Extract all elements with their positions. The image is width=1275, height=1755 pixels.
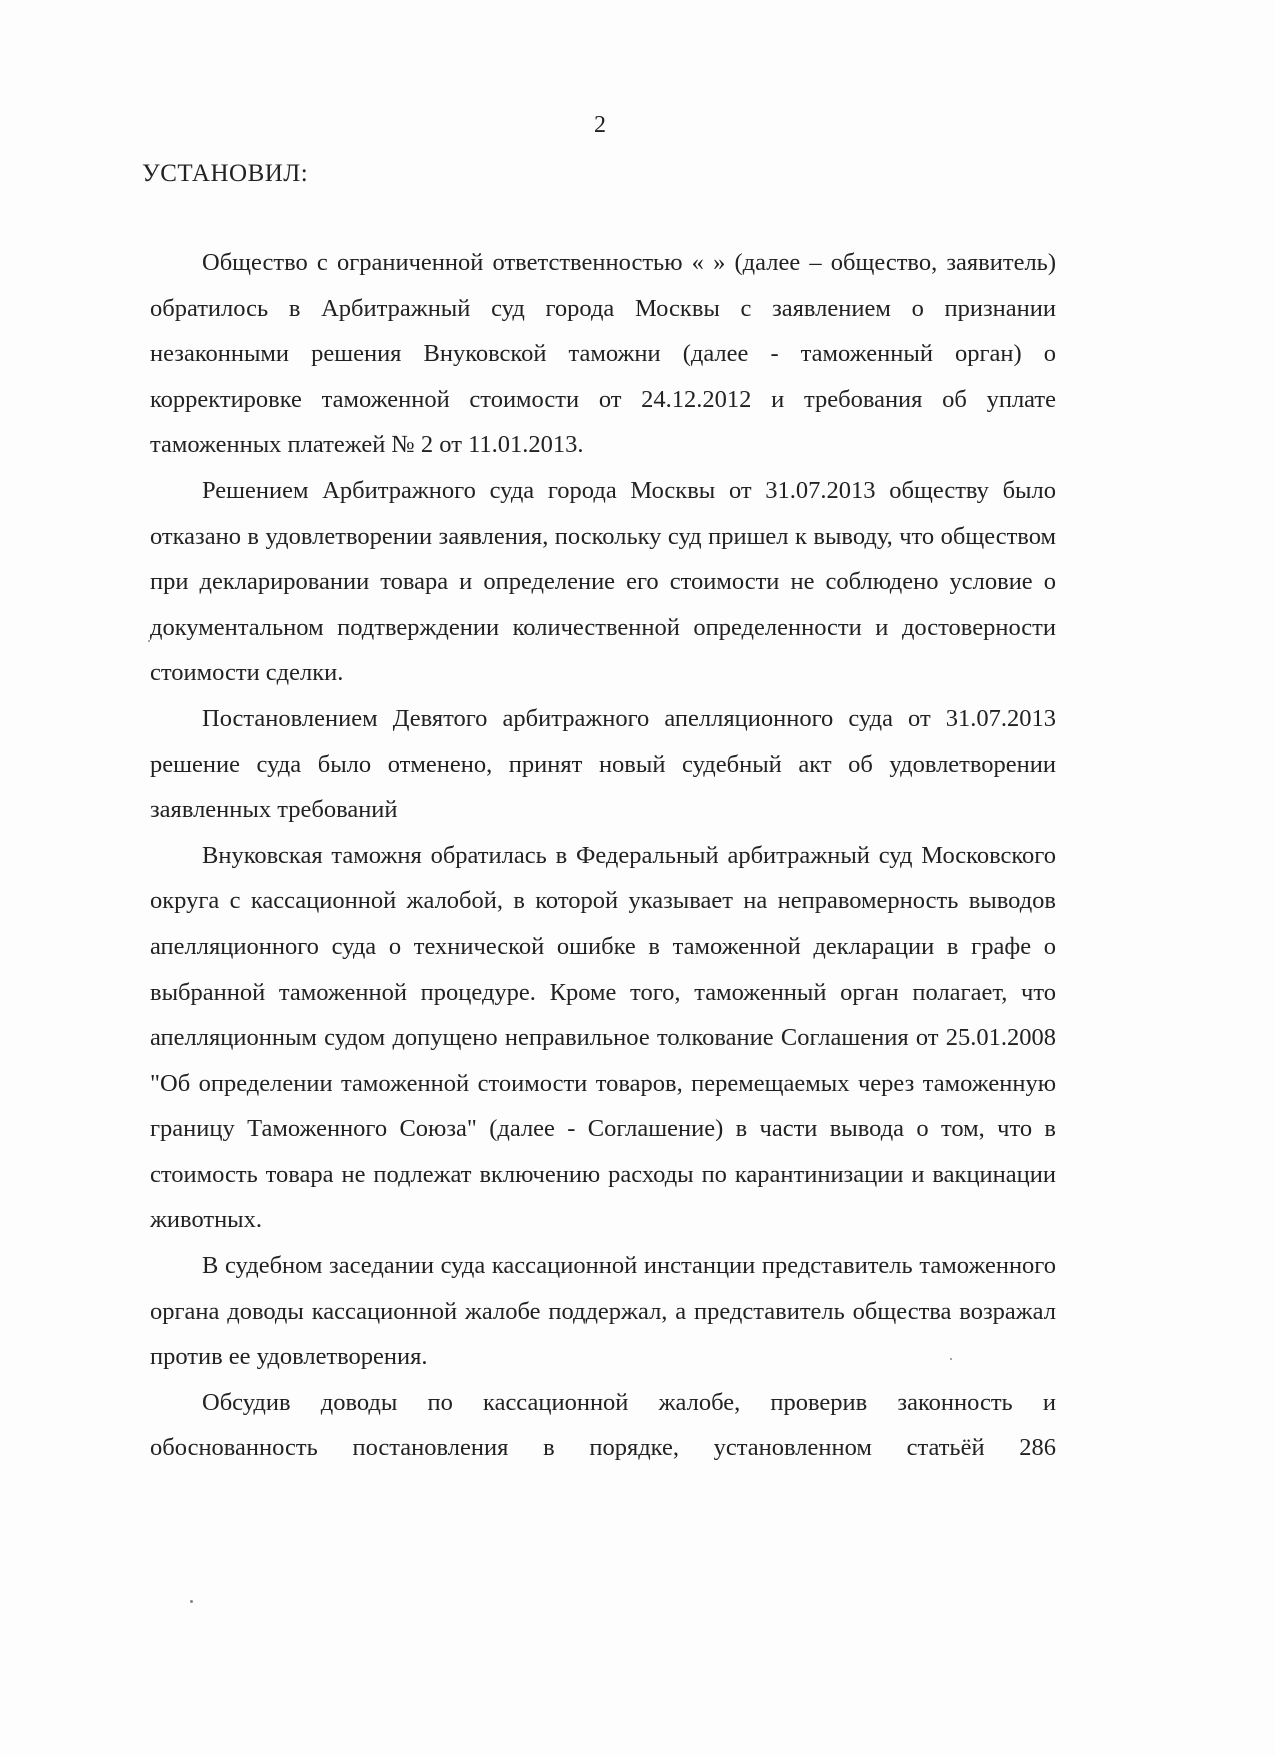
paragraph-cassation-complaint: Внуковская таможня обратилась в Федеральный арбитражный суд Московского округа с кассационной жалобой, в которой указывает на неправомерность выводов апелляционного суда о технической ошибке в таможенной декларации в графе о выбранной таможенной процедуре. Кроме того, таможенный орган полагает, что апелляционным судом допущено неправильное толкование Соглашения от 25.01.2008 "Об определении таможенной стоимости товаров, перемещаемых через таможенную границу Таможенного Союза" (далее - Соглашение) в части вывода о том, что в стоимость товара не подлежат включению расходы по карантинизации и вакцинации животных. <box>150 841 1056 1234</box>
paragraph-review: Обсудив доводы по кассационной жалобе, проверив законность и обоснованность постановления в порядке, установленном статьёй 286 <box>150 1388 1056 1462</box>
paragraph-first-instance-decision: Решением Арбитражного суда города Москвы от 31.07.2013 обществу было отказано в удовлетворении заявления, поскольку суд пришел к выводу, что обществом при декларировании товара и определение его стоимости не соблюдено условие о документальном подтверждении количественной определенности и достоверности стоимости сделки. <box>150 476 1056 687</box>
section-heading: УСТАНОВИЛ: <box>142 160 309 187</box>
scan-speck <box>190 1600 193 1603</box>
paragraph-claim: Общество с ограниченной ответственностью « » (далее – общество, заявитель) обратилось в Арбитражный суд города Москвы с заявлением о признании незаконными решения Внуковской таможни (далее - таможенный орган) о корректировке таможенной стоимости от 24.12.2012 и требования об уплате таможенных платежей № 2 от 11.01.2013. <box>150 249 1056 459</box>
scan-speck <box>148 640 150 642</box>
paragraph-appeal-ruling: Постановлением Девятого арбитражного апелляционного суда от 31.07.2013 решение суда было отменено, принят новый судебный акт об удовлетворении заявленных требований <box>150 704 1056 824</box>
paragraph-court-session: В судебном заседании суда кассационной инстанции представитель таможенного органа доводы кассационной жалобе поддержал, а представитель общества возражал против ее удовлетворения. <box>150 1252 1056 1371</box>
document-body <box>150 240 1056 1471</box>
scan-speck <box>950 1358 952 1360</box>
page-number: 2 <box>594 112 606 138</box>
